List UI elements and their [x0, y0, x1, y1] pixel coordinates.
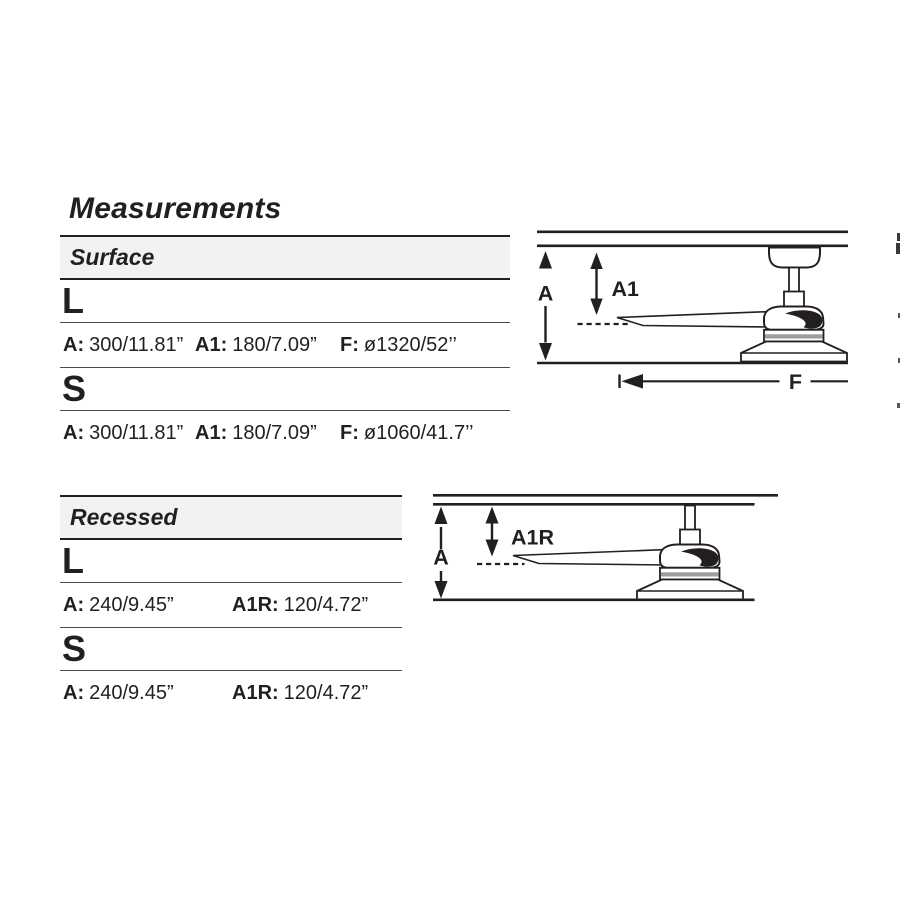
spec-a1: [195, 334, 340, 357]
surface-mount-diagram: [530, 225, 860, 397]
recessed-variant-s: S: [60, 628, 402, 671]
dim-label-a: A: [433, 545, 449, 570]
spec-value: 240/9.45”: [89, 593, 174, 616]
recessed-specs-l: [60, 583, 402, 628]
recessed-mount-diagram: [425, 480, 790, 610]
arrow-up-icon: [435, 507, 448, 525]
dimension-arrow-a: [433, 507, 449, 599]
recessed-table-header: Recessed: [60, 497, 402, 540]
dimension-arrow-a: [538, 251, 554, 361]
surface-table: [60, 235, 510, 455]
spec-label: A1:: [195, 333, 228, 356]
spec-value: 180/7.09”: [232, 333, 317, 356]
spec-a1r: [232, 682, 368, 705]
spec-label: A1R:: [232, 593, 279, 616]
recessed-table: [60, 495, 402, 715]
arrow-down-icon: [486, 540, 499, 557]
fan-canopy: [769, 248, 820, 268]
recessed-variant-l: L: [60, 540, 402, 583]
spec-f: [340, 334, 457, 357]
arrow-down-icon: [435, 581, 448, 599]
surface-variant-s: S: [60, 368, 510, 411]
surface-variant-l: L: [60, 280, 510, 323]
surface-specs-s: [60, 411, 510, 455]
edge-artifact: [896, 243, 900, 254]
dimension-arrow-a1r: [486, 507, 555, 557]
recessed-specs-s: [60, 671, 402, 715]
spec-a1r: [232, 594, 368, 617]
arrow-up-icon: [486, 507, 499, 524]
spec-label: F:: [340, 421, 359, 444]
arrow-down-icon: [590, 299, 602, 316]
spec-label: A1:: [195, 421, 228, 444]
spec-label: A:: [63, 681, 85, 704]
dim-label-a1r: A1R: [511, 525, 555, 550]
spec-a: [63, 682, 232, 705]
page-title: Measurements: [69, 192, 282, 225]
spec-value: ø1060/41.7’’: [363, 421, 474, 444]
arrow-left-icon: [622, 374, 644, 389]
dim-label-f: F: [788, 370, 803, 394]
spec-label: A:: [63, 421, 85, 444]
spec-value: 180/7.09”: [232, 421, 317, 444]
spec-value: ø1320/52’’: [363, 333, 457, 356]
dimension-arrow-a1: [590, 253, 639, 316]
dimension-arrow-f: [620, 370, 849, 394]
spec-a1: [195, 422, 340, 445]
surface-specs-l: [60, 323, 510, 368]
arrow-down-icon: [539, 343, 552, 361]
spec-label: A:: [63, 333, 85, 356]
spec-value: 120/4.72”: [283, 593, 369, 616]
spec-value: 240/9.45”: [89, 681, 174, 704]
spec-f: [340, 422, 474, 445]
spec-a: [63, 422, 195, 445]
spec-a: [63, 594, 232, 617]
spec-a: [63, 334, 195, 357]
dim-label-a1: A1: [611, 277, 639, 301]
spec-value: 300/11.81”: [89, 421, 184, 444]
spec-value: 120/4.72”: [283, 681, 369, 704]
dim-label-a: A: [537, 281, 554, 306]
spec-value: 300/11.81”: [89, 333, 184, 356]
arrow-up-icon: [590, 253, 602, 270]
surface-table-header: Surface: [60, 237, 510, 280]
spec-label: A1R:: [232, 681, 279, 704]
spec-label: F:: [340, 333, 359, 356]
arrow-up-icon: [539, 251, 552, 269]
spec-label: A:: [63, 593, 85, 616]
